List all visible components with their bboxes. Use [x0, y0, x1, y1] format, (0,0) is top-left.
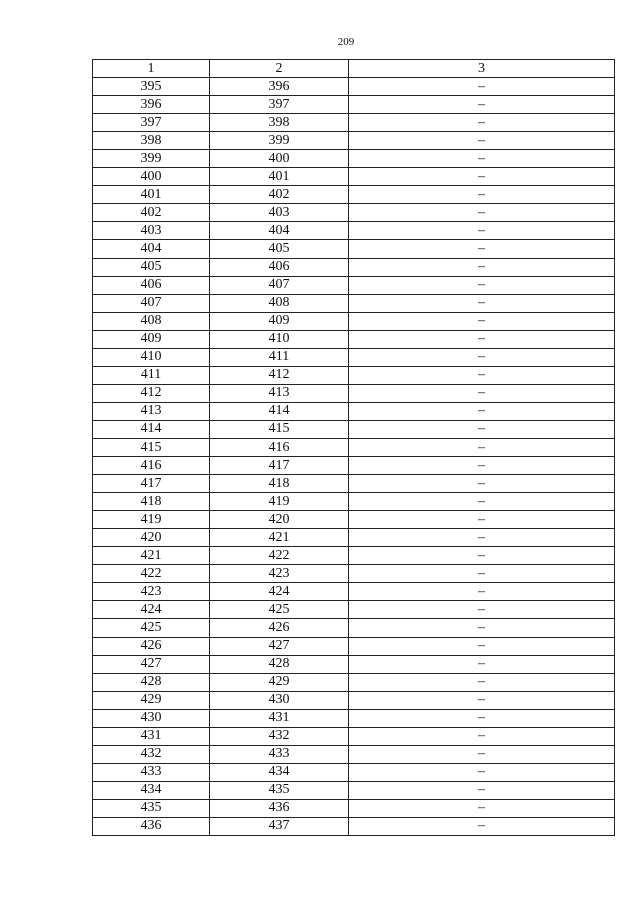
table-cell-col-3: – — [349, 312, 615, 330]
table-row — [93, 420, 615, 438]
table-row — [93, 493, 615, 511]
table-cell-col-2: 401 — [210, 168, 349, 186]
table-row — [93, 601, 615, 619]
table-cell-col-1: 432 — [93, 745, 210, 763]
table-cell-col-3: – — [349, 114, 615, 132]
table-cell-col-1: 421 — [93, 547, 210, 565]
table-row — [93, 312, 615, 330]
table-cell-col-1: 396 — [93, 96, 210, 114]
table-row — [93, 673, 615, 691]
table-cell-col-1: 419 — [93, 511, 210, 529]
table-cell-col-2: 414 — [210, 402, 349, 420]
table-cell-col-2: 429 — [210, 673, 349, 691]
table-cell-col-2: 420 — [210, 511, 349, 529]
table-cell-col-1: 428 — [93, 673, 210, 691]
table-cell-col-1: 420 — [93, 529, 210, 547]
table-cell-col-2: 413 — [210, 384, 349, 402]
table-cell-col-2: 430 — [210, 691, 349, 709]
table-cell-col-3: – — [349, 493, 615, 511]
table-row — [93, 132, 615, 150]
table-cell-col-3: – — [349, 438, 615, 456]
table-row — [93, 619, 615, 637]
table-row — [93, 384, 615, 402]
table-cell-col-3: – — [349, 78, 615, 96]
table-cell-col-2: 434 — [210, 763, 349, 781]
table-cell-col-2: 425 — [210, 601, 349, 619]
table-cell-col-3: – — [349, 240, 615, 258]
table-cell-col-2: 436 — [210, 799, 349, 817]
table-cell-col-3: – — [349, 132, 615, 150]
table-cell-col-3: – — [349, 457, 615, 475]
table-cell-col-1: 429 — [93, 691, 210, 709]
table-cell-col-3: – — [349, 763, 615, 781]
table-row — [93, 402, 615, 420]
table-row — [93, 96, 615, 114]
table-cell-col-1: 436 — [93, 817, 210, 835]
table-cell-col-1: 410 — [93, 348, 210, 366]
table-cell-col-2: 408 — [210, 294, 349, 312]
table-cell-col-3: – — [349, 745, 615, 763]
table-cell-col-3: – — [349, 168, 615, 186]
table-cell-col-1: 412 — [93, 384, 210, 402]
table-row — [93, 475, 615, 493]
table-cell-col-2: 398 — [210, 114, 349, 132]
table-cell-col-1: 395 — [93, 78, 210, 96]
table-cell-col-2: 400 — [210, 150, 349, 168]
table-row — [93, 565, 615, 583]
table-cell-col-1: 422 — [93, 565, 210, 583]
table-cell-col-1: 411 — [93, 366, 210, 384]
table-cell-col-2: 426 — [210, 619, 349, 637]
table-cell-col-2: 403 — [210, 204, 349, 222]
table-row — [93, 799, 615, 817]
table-cell-col-2: 416 — [210, 438, 349, 456]
table-cell-col-3: – — [349, 330, 615, 348]
table-row — [93, 457, 615, 475]
table-cell-col-1: 431 — [93, 727, 210, 745]
table-cell-col-1: 416 — [93, 457, 210, 475]
table-cell-col-2: 410 — [210, 330, 349, 348]
table-cell-col-3: – — [349, 727, 615, 745]
table-cell-col-2: 411 — [210, 348, 349, 366]
table-cell-col-3: – — [349, 799, 615, 817]
table-cell-col-3: – — [349, 276, 615, 294]
table-cell-col-3: – — [349, 258, 615, 276]
table-cell-col-1: 418 — [93, 493, 210, 511]
table-cell-col-1: 426 — [93, 637, 210, 655]
table-cell-col-2: 404 — [210, 222, 349, 240]
table-row — [93, 240, 615, 258]
table-cell-col-1: 404 — [93, 240, 210, 258]
table-row — [93, 78, 615, 96]
table-cell-col-3: – — [349, 475, 615, 493]
table-row — [93, 709, 615, 727]
table-cell-col-1: 413 — [93, 402, 210, 420]
table-cell-col-3: – — [349, 402, 615, 420]
table-row — [93, 114, 615, 132]
table-cell-col-2: 421 — [210, 529, 349, 547]
table-cell-col-3: – — [349, 583, 615, 601]
table-row — [93, 258, 615, 276]
table-cell-col-3: – — [349, 150, 615, 168]
table-cell-col-1: 407 — [93, 294, 210, 312]
table-cell-col-2: 432 — [210, 727, 349, 745]
table-cell-col-2: 419 — [210, 493, 349, 511]
table-cell-col-1: 405 — [93, 258, 210, 276]
table-cell-col-3: – — [349, 673, 615, 691]
table-cell-col-2: 433 — [210, 745, 349, 763]
table-row — [93, 366, 615, 384]
table-row — [93, 276, 615, 294]
table-row — [93, 547, 615, 565]
table-row — [93, 583, 615, 601]
table-cell-col-2: 409 — [210, 312, 349, 330]
table-row — [93, 781, 615, 799]
table-row — [93, 204, 615, 222]
table-cell-col-1: 434 — [93, 781, 210, 799]
table-cell-col-3: – — [349, 601, 615, 619]
table-row — [93, 637, 615, 655]
table-cell-col-2: 402 — [210, 186, 349, 204]
column-header-1: 1 — [93, 60, 210, 78]
table-row — [93, 222, 615, 240]
table-cell-col-1: 427 — [93, 655, 210, 673]
table-cell-col-2: 412 — [210, 366, 349, 384]
table-cell-col-2: 417 — [210, 457, 349, 475]
table-cell-col-3: – — [349, 384, 615, 402]
table-cell-col-1: 408 — [93, 312, 210, 330]
table-cell-col-1: 406 — [93, 276, 210, 294]
table-cell-col-3: – — [349, 348, 615, 366]
table-row — [93, 727, 615, 745]
table-cell-col-1: 398 — [93, 132, 210, 150]
table-cell-col-1: 433 — [93, 763, 210, 781]
table-cell-col-1: 414 — [93, 420, 210, 438]
table-row — [93, 438, 615, 456]
table-body — [93, 78, 615, 836]
table-cell-col-3: – — [349, 709, 615, 727]
table-cell-col-1: 423 — [93, 583, 210, 601]
table-cell-col-3: – — [349, 294, 615, 312]
table-cell-col-2: 427 — [210, 637, 349, 655]
table-row — [93, 655, 615, 673]
table-cell-col-3: – — [349, 637, 615, 655]
table-cell-col-1: 402 — [93, 204, 210, 222]
table-cell-col-3: – — [349, 366, 615, 384]
table-cell-col-3: – — [349, 619, 615, 637]
table-cell-col-2: 407 — [210, 276, 349, 294]
table-cell-col-1: 403 — [93, 222, 210, 240]
table-row — [93, 691, 615, 709]
column-header-3: 3 — [349, 60, 615, 78]
table-row — [93, 150, 615, 168]
table-cell-col-3: – — [349, 655, 615, 673]
table-cell-col-2: 397 — [210, 96, 349, 114]
table-cell-col-2: 422 — [210, 547, 349, 565]
table-cell-col-3: – — [349, 547, 615, 565]
table-row — [93, 348, 615, 366]
table-cell-col-1: 415 — [93, 438, 210, 456]
table-row — [93, 745, 615, 763]
table-cell-col-1: 401 — [93, 186, 210, 204]
table-cell-col-1: 425 — [93, 619, 210, 637]
table-cell-col-3: – — [349, 204, 615, 222]
table-cell-col-2: 424 — [210, 583, 349, 601]
table-cell-col-3: – — [349, 781, 615, 799]
table-cell-col-3: – — [349, 691, 615, 709]
table-row — [93, 168, 615, 186]
table-cell-col-2: 431 — [210, 709, 349, 727]
table-cell-col-2: 405 — [210, 240, 349, 258]
table-cell-col-1: 417 — [93, 475, 210, 493]
table-cell-col-2: 399 — [210, 132, 349, 150]
table-cell-col-2: 418 — [210, 475, 349, 493]
table-cell-col-2: 415 — [210, 420, 349, 438]
table-cell-col-2: 396 — [210, 78, 349, 96]
table-row — [93, 330, 615, 348]
table-cell-col-3: – — [349, 186, 615, 204]
table-header-row — [93, 60, 615, 78]
column-header-2: 2 — [210, 60, 349, 78]
table-cell-col-2: 437 — [210, 817, 349, 835]
table-cell-col-2: 406 — [210, 258, 349, 276]
table-cell-col-2: 435 — [210, 781, 349, 799]
table-cell-col-3: – — [349, 511, 615, 529]
table-cell-col-1: 435 — [93, 799, 210, 817]
table-cell-col-3: – — [349, 96, 615, 114]
table-row — [93, 186, 615, 204]
table-cell-col-3: – — [349, 565, 615, 583]
table-cell-col-2: 423 — [210, 565, 349, 583]
table-row — [93, 294, 615, 312]
page-number: 209 — [337, 36, 355, 48]
table-cell-col-3: – — [349, 529, 615, 547]
table-row — [93, 817, 615, 835]
table-row — [93, 511, 615, 529]
table-row — [93, 763, 615, 781]
table-cell-col-3: – — [349, 420, 615, 438]
table-cell-col-1: 397 — [93, 114, 210, 132]
table-cell-col-1: 424 — [93, 601, 210, 619]
table-cell-col-1: 409 — [93, 330, 210, 348]
table-cell-col-1: 430 — [93, 709, 210, 727]
table-cell-col-2: 428 — [210, 655, 349, 673]
table-cell-col-3: – — [349, 222, 615, 240]
data-table — [92, 59, 615, 836]
table-cell-col-1: 399 — [93, 150, 210, 168]
table-cell-col-1: 400 — [93, 168, 210, 186]
table-row — [93, 529, 615, 547]
table-cell-col-3: – — [349, 817, 615, 835]
